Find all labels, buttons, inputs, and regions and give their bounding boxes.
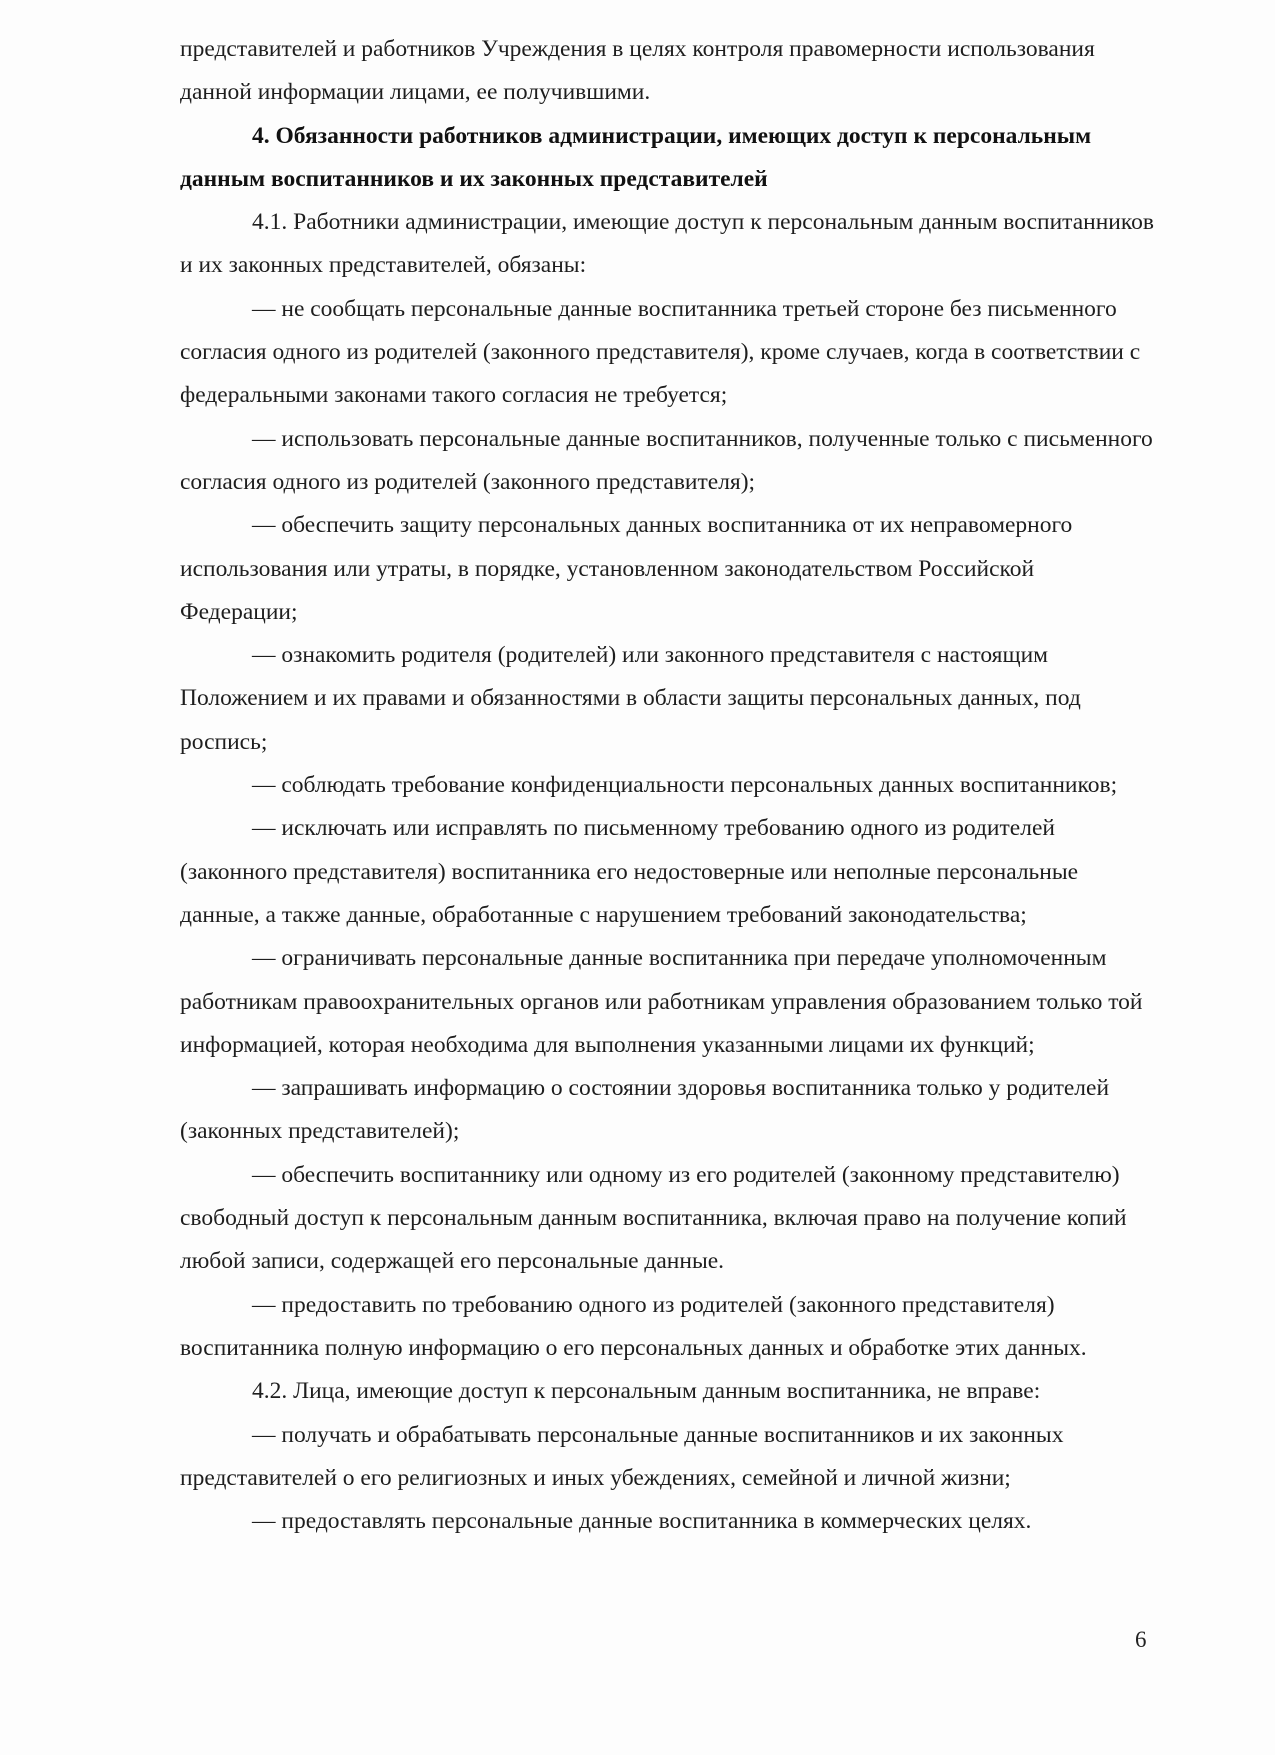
document-body [180, 28, 1155, 1543]
clause-4-2: 4.2. Лица, имеющие доступ к персональным данным воспитанника, не вправе: [252, 1378, 1041, 1405]
clause-4-1: 4.1. Работники администрации, имеющие доступ к персональным данным воспитанников и их законных представителей, обязаны: [180, 209, 1154, 279]
page-number: 6 [1135, 1627, 1147, 1652]
list-item: — соблюдать требование конфиденциальности персональных данных воспитанников; [252, 772, 1118, 799]
paragraph-continuation: представителей и работников Учреждения в целях контроля правомерности использования данной информации лицами, ее получившими. [180, 36, 1095, 106]
list-item: — исключать или исправлять по письменному требованию одного из родителей (законного представителя) воспитанника его недостоверные или неполные персональные данные, а также данные, обработанные с нарушением требований законодательства; [180, 815, 1079, 928]
list-item: — использовать персональные данные воспитанников, полученные только с письменного согласия одного из родителей (законного представителя); [180, 425, 1153, 495]
list-item: — запрашивать информацию о состоянии здоровья воспитанника только у родителей (законных представителей); [180, 1075, 1110, 1145]
section-heading-4: 4. Обязанности работников администрации, имеющих доступ к персональным данным воспитанников и их законных представителей [180, 122, 1092, 192]
list-item: — обеспечить воспитаннику или одному из его родителей (законному представителю) свободный доступ к персональным данным воспитанника, включая право на получение копий любой записи, содержащей его персональные данные. [180, 1161, 1127, 1275]
list-item: — ограничивать персональные данные воспитанника при передаче уполномоченным работникам правоохранительных органов или работникам управления образованием только той информацией, которая необходима для выполнения указанными лицами их функций; [180, 945, 1143, 1058]
list-item: — обеспечить защиту персональных данных воспитанника от их неправомерного использования или утраты, в порядке, установленном законодательством Российской Федерации; [180, 512, 1073, 625]
list-item: — предоставить по требованию одного из родителей (законного представителя) воспитанника полную информацию о его персональных данных и обработке этих данных. [180, 1291, 1087, 1361]
list-item: — предоставлять персональные данные воспитанника в коммерческих целях. [252, 1508, 1032, 1535]
list-item: — ознакомить родителя (родителей) или законного представителя с настоящим Положением и их правами и обязанностями в области защиты персональных данных, под роспись; [180, 642, 1081, 755]
list-item: — получать и обрабатывать персональные данные воспитанников и их законных представителей о его религиозных и иных убеждениях, семейной и личной жизни; [180, 1421, 1064, 1491]
list-item: — не сообщать персональные данные воспитанника третьей стороне без письменного согласия одного из родителей (законного представителя), кроме случаев, когда в соответствии с федеральными законами такого согласия не требуется; [180, 295, 1141, 409]
